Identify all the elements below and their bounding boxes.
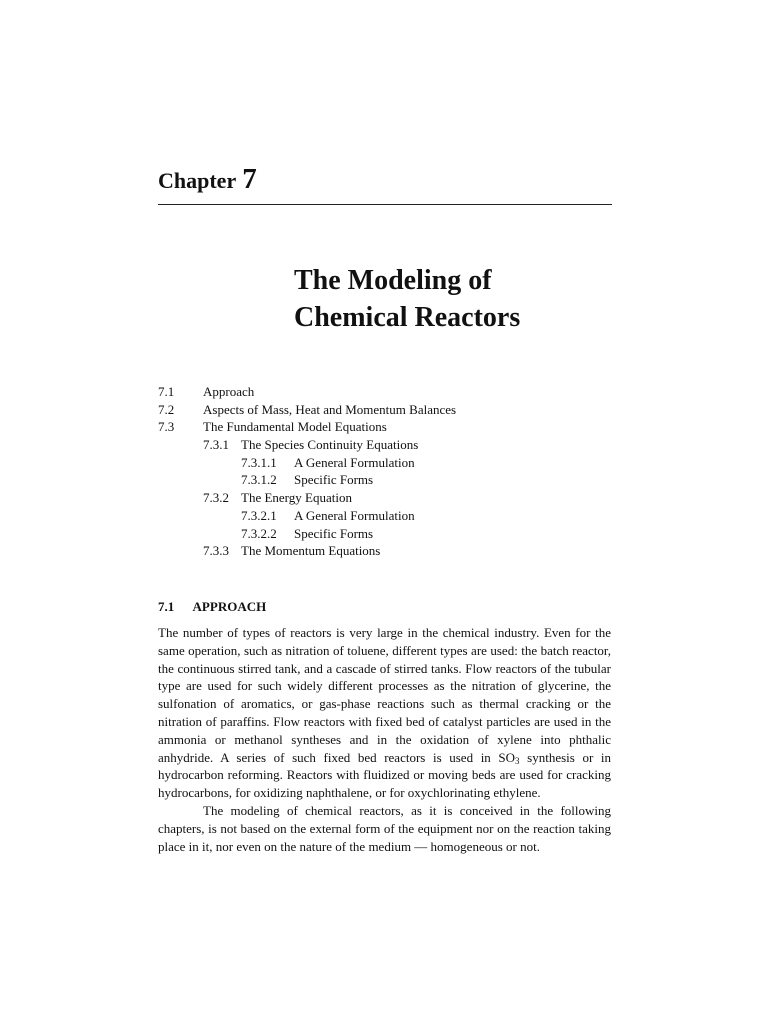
toc-entry-number: 7.3.2.2 <box>241 525 277 541</box>
toc-entry-number: 7.3.1.1 <box>241 454 277 470</box>
chapter-number: 7 <box>242 163 257 195</box>
toc-entry-number: 7.3.2 <box>203 490 229 506</box>
toc-entry-title: The Species Continuity Equations <box>241 437 419 453</box>
toc-entry <box>158 507 618 525</box>
toc-entry-title: The Fundamental Model Equations <box>203 419 387 435</box>
section-title: APPROACH <box>192 599 267 614</box>
toc-entry-number: 7.3.3 <box>203 543 229 559</box>
toc-entry-title: A General Formulation <box>294 454 415 470</box>
paragraph-1 <box>158 624 611 802</box>
toc-entry <box>158 525 618 543</box>
paragraph-1-text-b: synthesis or in hydrocarbon reforming. Reactors with fluidized or moving beds are used for cracking hydrocarbons, for oxidizing naphthalene, or for oxychlorinating ethylene. <box>158 749 611 801</box>
toc-entry <box>158 418 618 436</box>
toc-entry-number: 7.1 <box>158 384 175 399</box>
toc-entry <box>158 401 618 419</box>
toc-entry-title: Specific Forms <box>294 472 374 488</box>
section-heading <box>158 599 266 615</box>
toc-entry-number: 7.3 <box>158 419 175 435</box>
toc-entry <box>158 489 618 507</box>
chapter-title-line-2: Chemical Reactors <box>294 302 521 333</box>
toc-entry <box>158 454 618 472</box>
toc-entry-title: A General Formulation <box>294 507 415 523</box>
section-number: 7.1 <box>158 599 175 614</box>
toc-entry <box>158 471 618 489</box>
toc-entry-title: The Momentum Equations <box>241 543 381 559</box>
paragraph-2: The modeling of chemical reactors, as it is conceived in the following chapters, is not based on the external form of the equipment nor on the reaction taking place in it, nor even on the nature of the medium — homogeneous or not. <box>158 802 611 854</box>
chapter-label: Chapter <box>158 168 237 193</box>
toc-entry-title: The Energy Equation <box>241 490 352 506</box>
toc-entry-title: Approach <box>203 384 255 399</box>
table-of-contents <box>158 383 618 560</box>
chapter-heading <box>158 163 257 196</box>
toc-entry <box>158 383 618 401</box>
toc-entry <box>158 436 618 454</box>
toc-entry-number: 7.3.1 <box>203 437 229 453</box>
chapter-title-line-1: The Modeling of <box>294 265 492 296</box>
toc-entry-number: 7.2 <box>158 401 175 417</box>
chapter-divider <box>158 204 612 205</box>
toc-entry-title: Aspects of Mass, Heat and Momentum Balances <box>203 401 457 417</box>
chemical-subscript: 3 <box>515 755 520 766</box>
body-text <box>158 624 611 855</box>
toc-entry-number: 7.3.2.1 <box>241 507 277 523</box>
paragraph-1-text-a: The number of types of reactors is very large in the chemical industry. Even for the same operation, such as nitration of toluene, different types are used: the batch reactor, the continuous stirred tank, and a cascade of stirred tanks. Flow reactors of the tubular type are used for such widely different processes as the nitration of glycerine, the sulfonation of aromatics, or gas-phase reactions such as thermal cracking or the nitration of paraffins. Flow reactors with fixed bed of catalyst particles are used in the ammonia or methanol syntheses and in the oxidation of xylene into phthalic anhydride. A series of such fixed bed reactors is used in SO <box>158 625 611 765</box>
toc-entry <box>158 542 618 560</box>
chapter-title <box>294 262 520 336</box>
toc-entry-title: Specific Forms <box>294 525 374 541</box>
toc-entry-number: 7.3.1.2 <box>241 472 277 488</box>
